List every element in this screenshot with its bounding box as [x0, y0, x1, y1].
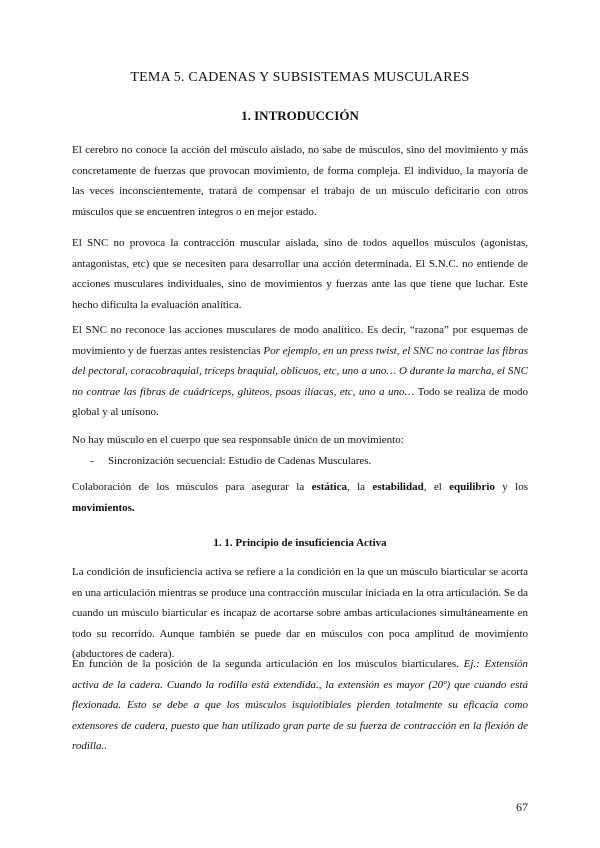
paragraph-joint-position: [72, 654, 528, 757]
paragraph-active-insufficiency: [72, 562, 528, 665]
paragraph-snc: [72, 233, 528, 315]
collab-text-2: , la: [347, 481, 373, 493]
collab-text-4: y los: [494, 481, 528, 493]
page-number: 67: [516, 800, 528, 814]
collab-bold-movements: movimientos.: [72, 501, 135, 514]
subsection-heading: 1. 1. Principio de insuficiencia Activa: [213, 537, 387, 549]
page-title: TEMA 5. CADENAS Y SUBSISTEMAS MUSCULARES: [130, 70, 470, 85]
bullet-text: Sincronización secuencial: Estudio de Cadenas Musculares.: [108, 455, 372, 467]
collab-text-3: , el: [423, 481, 450, 493]
paragraph-snc-text: El SNC no provoca la contracción muscular aislada, sino de todos aquellos músculos (agonistas, antagonistas, etc) que se necesiten para desarrollar una acción determinada. El S.N.C. no entiende de acciones musculares individuales, sino de movimientos y fuerzas ante las que tiene que luchar. Este hecho dificulta la evaluación analítica.: [72, 237, 528, 311]
paragraph-joint-position-example: Ej.: Extensión activa de la cadera. Cuando la rodilla está extendida., la extensión es mayor (20º) que cuando está flexionada. Esto se debe a que los músculos isquiotibiales pierden totalmente su eficacia como extensores de cadera, puesto que han utilizado gran parte de su fuerza de contracción en la flexión de rodilla..: [72, 658, 528, 753]
paragraph-analytic: [72, 320, 528, 423]
paragraph-intro: [72, 140, 528, 222]
paragraph-no-muscle-text: No hay músculo en el cuerpo que sea responsable único de un movimiento:: [72, 434, 404, 446]
collab-bold-statics: estática: [311, 481, 347, 493]
paragraph-collaboration: [72, 477, 528, 518]
paragraph-joint-position-text: En función de la posición de la segunda articulación en los músculos biarticulares.: [72, 658, 464, 670]
paragraph-analytic-text: El SNC no reconoce las acciones musculares de modo analítico. Es decir, “razona” por esquemas de movimiento y de fuerzas antes resistencias: [72, 324, 528, 357]
paragraph-intro-text: El cerebro no conoce la acción del músculo aislado, no sabe de músculos, sino del movimiento y más concretamente de fuerzas que provocan movimiento, de forma compleja. El individuo, la mayoría de las veces inconscientemente, tratará de compensar el trabajo de un músculo deficitario con otros músculos que se encuentren íntegros o en mejor estado.: [72, 144, 528, 218]
paragraph-no-muscle: [72, 430, 528, 450]
collab-text-1: Colaboración de los músculos para asegurar la: [72, 481, 312, 493]
bullet-item: [90, 455, 510, 467]
paragraph-active-insufficiency-text: La condición de insuficiencia activa se refiere a la condición en la que un músculo biarticular se acorta en una articulación mientras se produce una contracción muscular iniciada en la otra articulación. Se da cuando un músculo biarticular es incapaz de acortarse sobre ambas articulaciones simultáneamente en todo su recorrido. Aunque también se puede dar en músculos con poca amplitud de movimiento (abductores de cadera).: [72, 566, 528, 661]
section-heading: 1. INTRODUCCIÓN: [241, 108, 359, 123]
paragraph-analytic-example: Por ejemplo, en un press twist, el SNC no contrae las fibras del pectoral, coracobraquial, tríceps braquial, oblicuos, etc, uno a uno… O durante la marcha, el SNC no contrae las fibras de cuádríceps, glúteos, psoas ilíacas, etc, uno a uno…: [72, 344, 529, 398]
paragraph-analytic-tail: Todo se realiza de modo global y al unísono.: [72, 385, 528, 419]
collab-bold-stability: estabilidad: [372, 481, 424, 493]
bullet-dash: -: [90, 455, 94, 467]
collab-bold-balance: equilibrio: [449, 481, 495, 493]
